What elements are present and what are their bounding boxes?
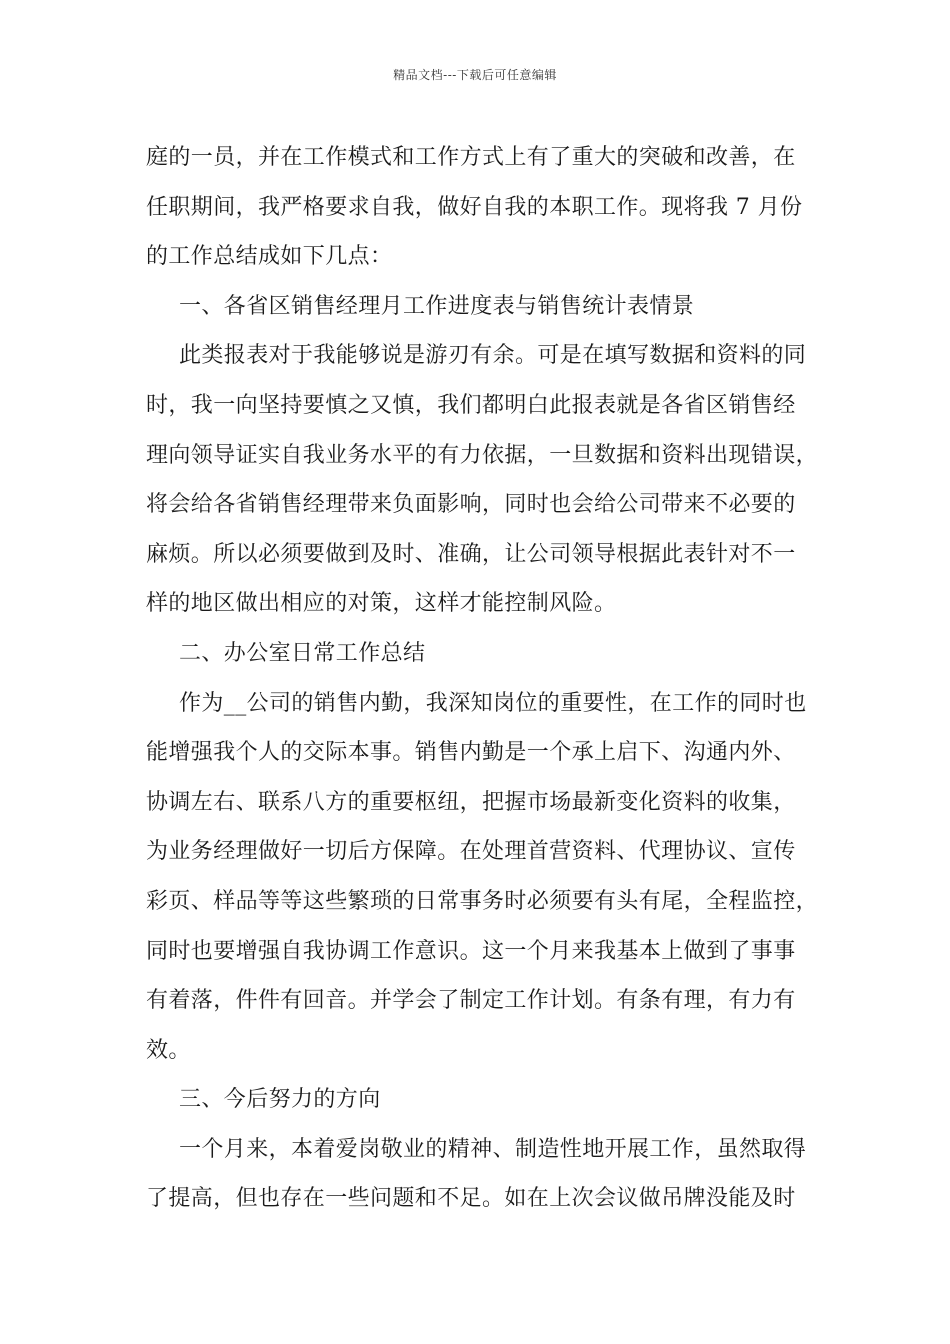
- document-body: [146, 133, 821, 1224]
- text-line: 了提高，但也存在一些问题和不足。如在上次会议做吊牌没能及时: [146, 1186, 796, 1212]
- text-line: 效。: [146, 1037, 191, 1063]
- text-line: 庭的一员，并在工作模式和工作方式上有了重大的突破和改善，在: [146, 145, 796, 170]
- text-line: 的工作总结成如下几点：: [146, 244, 393, 270]
- section-heading-1: [146, 282, 821, 332]
- text-line: 能增强我个人的交际本事。销售内勤是一个承上启下、沟通内外、: [146, 740, 796, 766]
- text-line: 样的地区做出相应的对策，这样才能控制风险。: [146, 591, 617, 617]
- text-line: 协调左右、联系八方的重要枢纽，把握市场最新变化资料的收集，: [146, 789, 796, 815]
- heading-line: 二、办公室日常工作总结: [179, 640, 426, 666]
- paragraph-office-work: [146, 679, 821, 1076]
- text-line: 作为__公司的销售内勤，我深知岗位的重要性，在工作的同时也: [179, 690, 807, 716]
- heading-line: 三、今后努力的方向: [179, 1087, 381, 1113]
- text-line: 理向领导证实自我业务水平的有力依据，一旦数据和资料出现错误，: [146, 442, 819, 468]
- paragraph-reports: [146, 331, 821, 629]
- section-heading-3: [146, 1075, 821, 1125]
- text-line: 为业务经理做好一切后方保障。在处理首营资料、代理协议、宣传: [146, 839, 796, 865]
- section-heading-2: [146, 629, 821, 679]
- text-line: 麻烦。所以必须要做到及时、准确，让公司领导根据此表针对不一: [146, 541, 796, 567]
- page-header: 精品文档---下载后可任意编辑: [393, 68, 557, 82]
- text-line: 时，我一向坚持要慎之又慎，我们都明白此报表就是各省区销售经: [146, 392, 796, 418]
- heading-line: 一、各省区销售经理月工作进度表与销售统计表情景: [179, 293, 695, 319]
- text-line: 将会给各省销售经理带来负面影响，同时也会给公司带来不必要的: [146, 492, 796, 518]
- text-line: 任职期间，我严格要求自我，做好自我的本职工作。现将我 7 月份: [146, 194, 803, 220]
- text-line: 同时也要增强自我协调工作意识。这一个月来我基本上做到了事事: [146, 938, 796, 964]
- text-line: 有着落，件件有回音。并学会了制定工作计划。有条有理，有力有: [146, 988, 796, 1014]
- paragraph-future: [146, 1125, 821, 1224]
- text-line: 一个月来，本着爱岗敬业的精神、制造性地开展工作，虽然取得: [179, 1136, 807, 1162]
- paragraph-intro: [146, 133, 821, 282]
- text-line: 此类报表对于我能够说是游刃有余。可是在填写数据和资料的同: [179, 343, 807, 369]
- text-line: 彩页、样品等等这些繁琐的日常事务时必须要有头有尾，全程监控，: [146, 888, 819, 914]
